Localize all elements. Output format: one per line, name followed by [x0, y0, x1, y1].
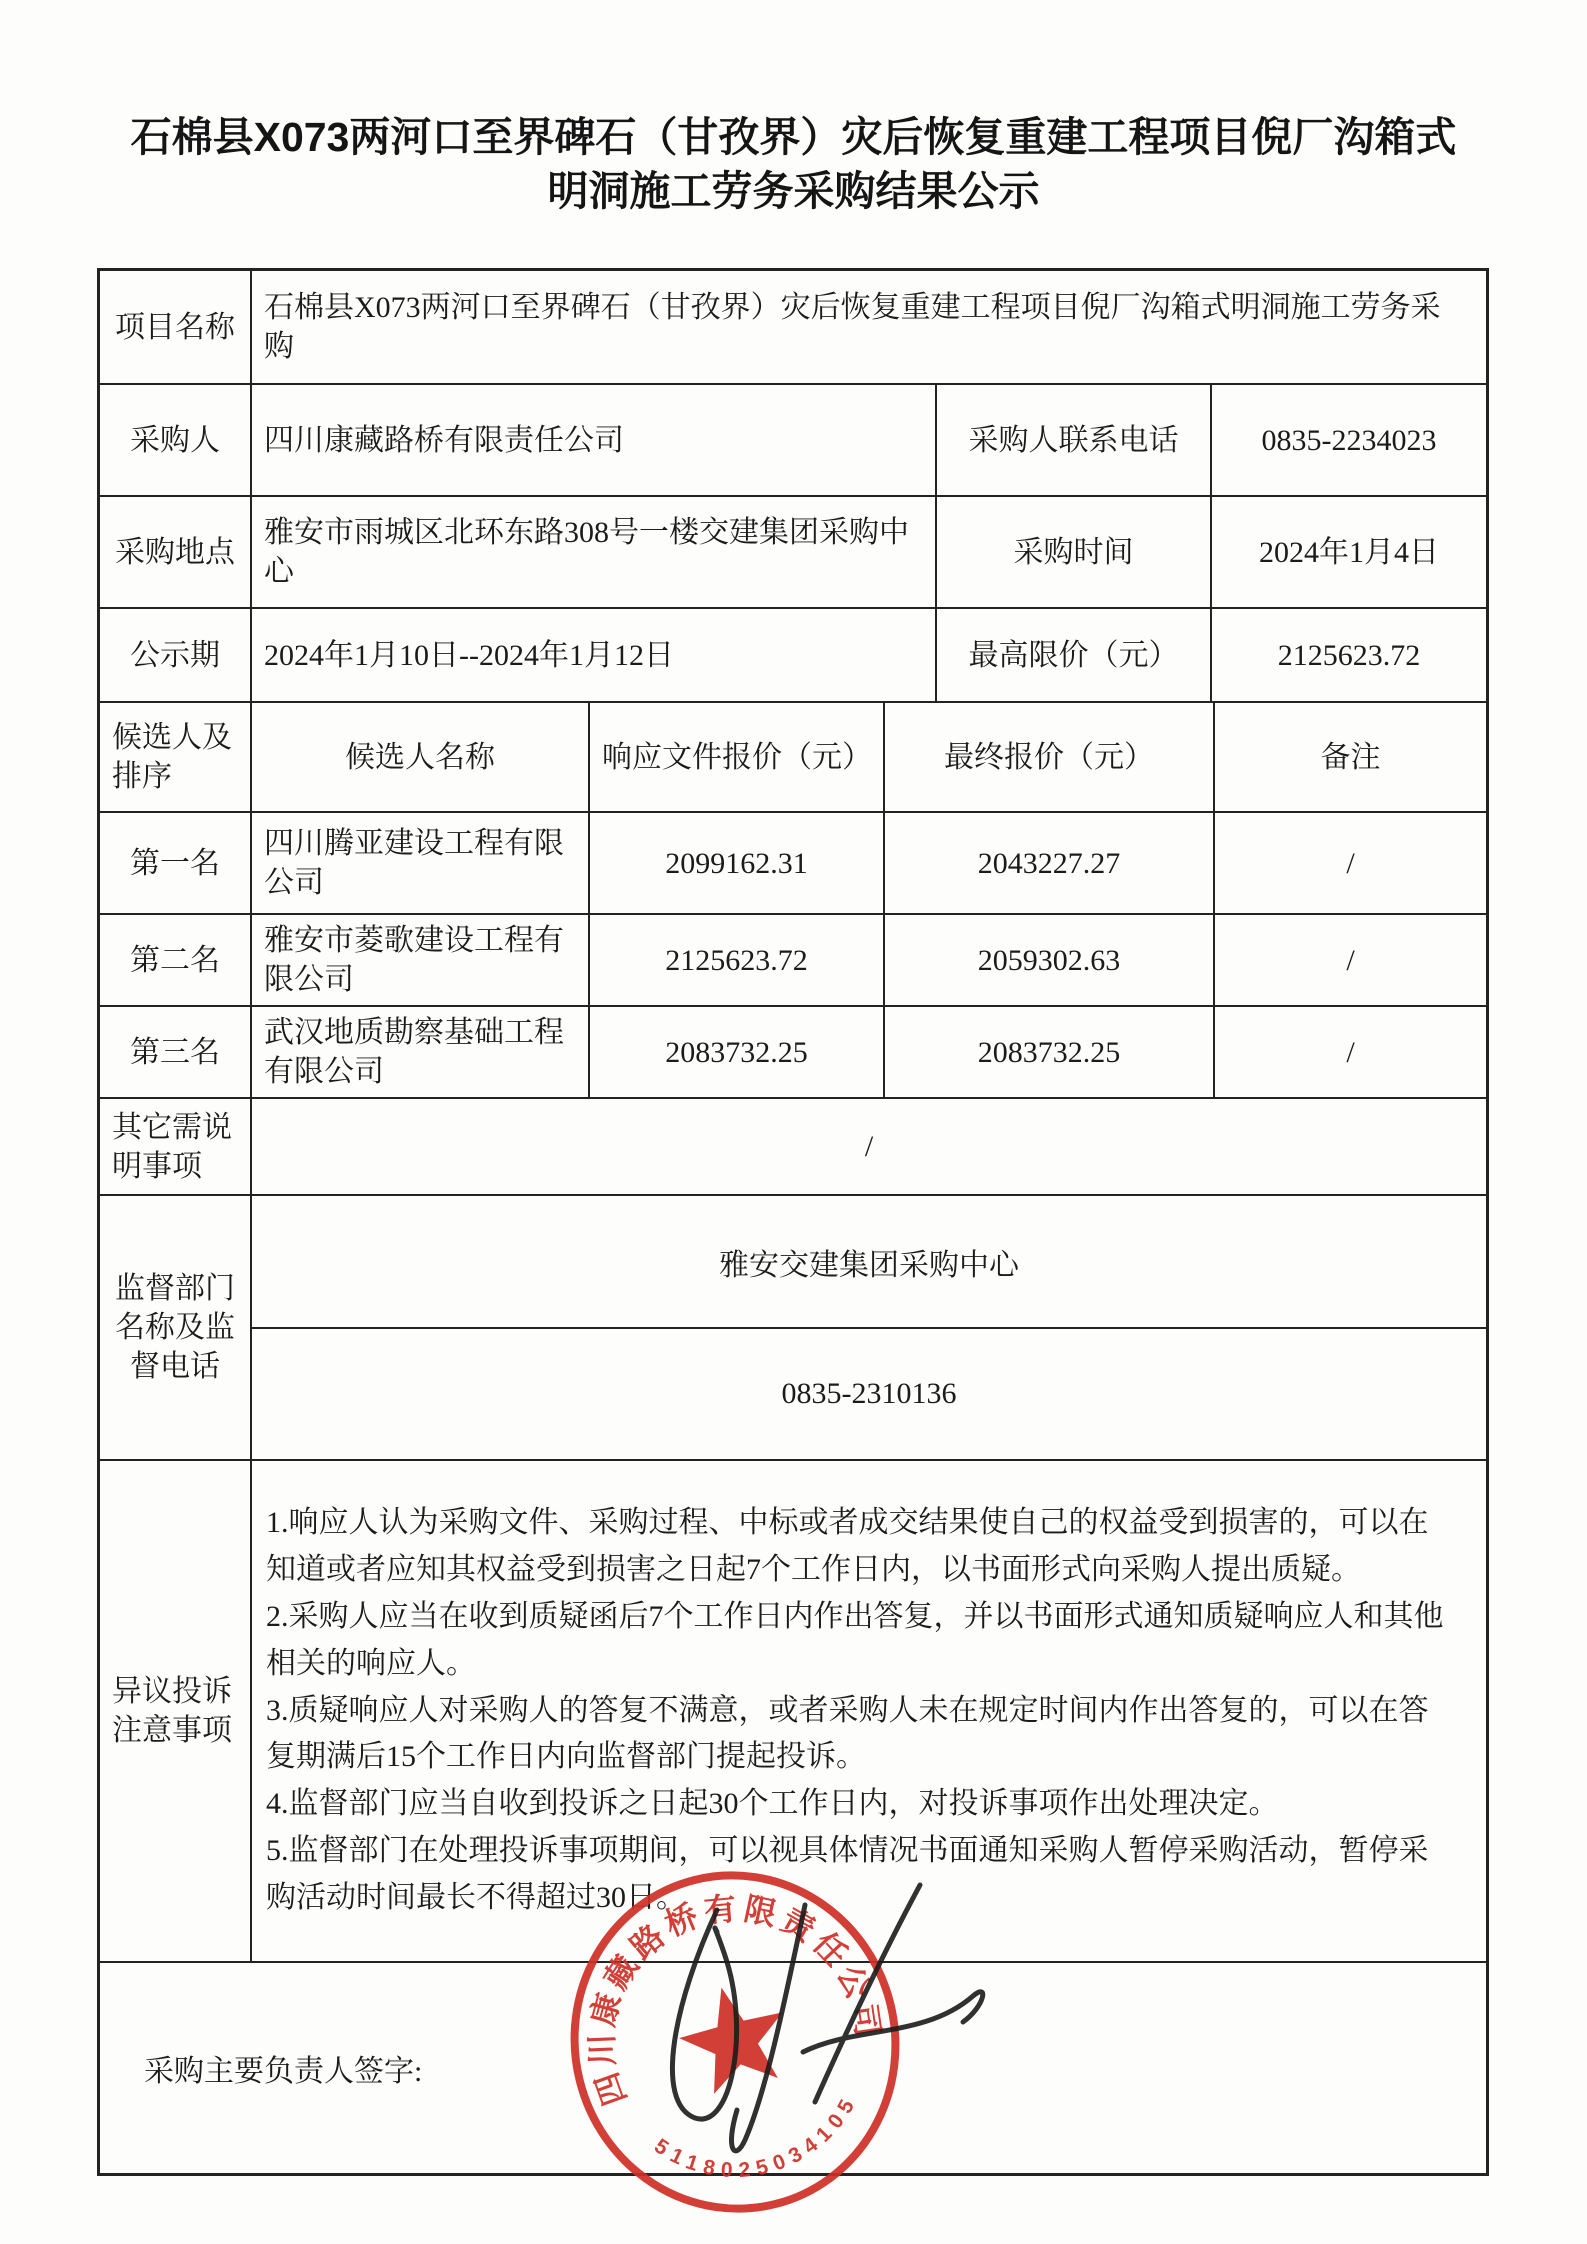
candidate-1-rank: 第一名 — [130, 846, 220, 880]
purchaser-phone-value: 0835-2234023 — [1210, 385, 1486, 495]
purchaser-phone-label: 采购人联系电话 — [935, 385, 1210, 495]
publicity-label: 公示期 — [130, 638, 220, 672]
objection-items — [250, 1461, 1486, 1961]
location-label: 采购地点 — [115, 535, 235, 569]
supervision-name: 雅安交建集团采购中心 — [719, 1248, 1019, 1282]
seal-number-text: 5118025034105 — [650, 2089, 863, 2183]
supervision-phone: 0835-2310136 — [252, 1327, 1486, 1459]
supervision-values — [250, 1196, 1486, 1459]
row-candidates-header — [100, 701, 1486, 811]
objection-item-4: 4.监督部门应当自收到投诉之日起30个工作日内，对投诉事项作出处理决定。 — [266, 1787, 1279, 1821]
supervision-label: 监督部门名称及监督电话 — [115, 1272, 235, 1383]
purchaser-label: 采购人 — [130, 423, 220, 457]
max-price-label: 最高限价（元） — [935, 609, 1210, 701]
candidate-row-1 — [100, 811, 1486, 913]
page-title-line-1: 石棉县X073两河口至界碑石（甘孜界）灾后恢复重建工程项目倪厂沟箱式 — [130, 114, 1457, 160]
candidate-3-remark: / — [1213, 1007, 1486, 1097]
signature-label: 采购主要负责人签字: — [144, 2055, 423, 2088]
row-signature — [100, 1961, 1486, 2173]
objection-item-3: 3.质疑响应人对采购人的答复不满意，或者采购人未在规定时间内作出答复的，可以在答复期满后15个工作日内向监督部门提起投诉。 — [266, 1693, 1429, 1774]
max-price-value: 2125623.72 — [1210, 609, 1486, 701]
remark-header: 备注 — [1213, 703, 1486, 811]
bid-header: 响应文件报价（元） — [588, 703, 883, 811]
row-objection — [100, 1459, 1486, 1961]
final-header: 最终报价（元） — [883, 703, 1213, 811]
candidate-1-final: 2043227.27 — [883, 813, 1213, 913]
objection-item-2: 2.采购人应当在收到质疑函后7个工作日内作出答复，并以书面形式通知质疑响应人和其他相关的响应人。 — [266, 1600, 1444, 1680]
purchase-time-label: 采购时间 — [935, 497, 1210, 607]
location-value: 雅安市雨城区北环东路308号一楼交建集团采购中心 — [250, 497, 935, 607]
candidate-2-final: 2059302.63 — [883, 915, 1213, 1005]
candidate-3-bid: 2083732.25 — [588, 1007, 883, 1097]
candidate-3-final: 2083732.25 — [883, 1007, 1213, 1097]
other-notes-value: / — [250, 1099, 1486, 1194]
results-table — [97, 268, 1489, 2176]
candidate-1-name: 四川腾亚建设工程有限公司 — [250, 813, 588, 913]
candidate-row-3 — [100, 1005, 1486, 1097]
candidate-2-name: 雅安市菱歌建设工程有限公司 — [250, 915, 588, 1005]
purchaser-value: 四川康藏路桥有限责任公司 — [250, 385, 935, 495]
purchase-time-value: 2024年1月4日 — [1210, 497, 1486, 607]
row-publicity — [100, 607, 1486, 701]
objection-item-5: 5.监督部门在处理投诉事项期间，可以视具体情况书面通知采购人暂停采购活动，暂停采购活动时间最长不得超过30日。 — [266, 1833, 1429, 1914]
objection-item-1: 1.响应人认为采购文件、采购过程、中标或者成交结果使自己的权益受到损害的，可以在知道或者应知其权益受到损害之日起7个工作日内，以书面形式向采购人提出质疑。 — [266, 1506, 1429, 1587]
candidate-1-remark: / — [1213, 813, 1486, 913]
objection-label: 异议投诉注意事项 — [112, 1675, 232, 1747]
other-notes-label: 其它需说明事项 — [112, 1110, 232, 1183]
row-other-notes — [100, 1097, 1486, 1194]
name-header: 候选人名称 — [250, 703, 588, 811]
candidate-2-rank: 第二名 — [130, 943, 220, 977]
candidate-1-bid: 2099162.31 — [588, 813, 883, 913]
candidate-row-2 — [100, 913, 1486, 1005]
page-title — [0, 0, 1587, 218]
publicity-value: 2024年1月10日--2024年1月12日 — [250, 609, 935, 701]
project-label: 项目名称 — [115, 310, 235, 344]
candidate-3-rank: 第三名 — [130, 1035, 220, 1069]
candidate-3-name: 武汉地质勘察基础工程有限公司 — [250, 1007, 588, 1097]
row-purchaser — [100, 383, 1486, 495]
row-location — [100, 495, 1486, 607]
seal-company-text: 四川康藏路桥有限责任公司 — [583, 1889, 888, 2111]
row-supervision — [100, 1194, 1486, 1459]
project-value: 石棉县X073两河口至界碑石（甘孜界）灾后恢复重建工程项目倪厂沟箱式明洞施工劳务采购 — [250, 271, 1486, 383]
rank-header: 候选人及排序 — [112, 721, 232, 793]
page-title-line-2: 明洞施工劳务采购结果公示 — [547, 168, 1040, 215]
candidate-2-remark: / — [1213, 915, 1486, 1005]
row-project — [100, 271, 1486, 383]
candidate-2-bid: 2125623.72 — [588, 915, 883, 1005]
